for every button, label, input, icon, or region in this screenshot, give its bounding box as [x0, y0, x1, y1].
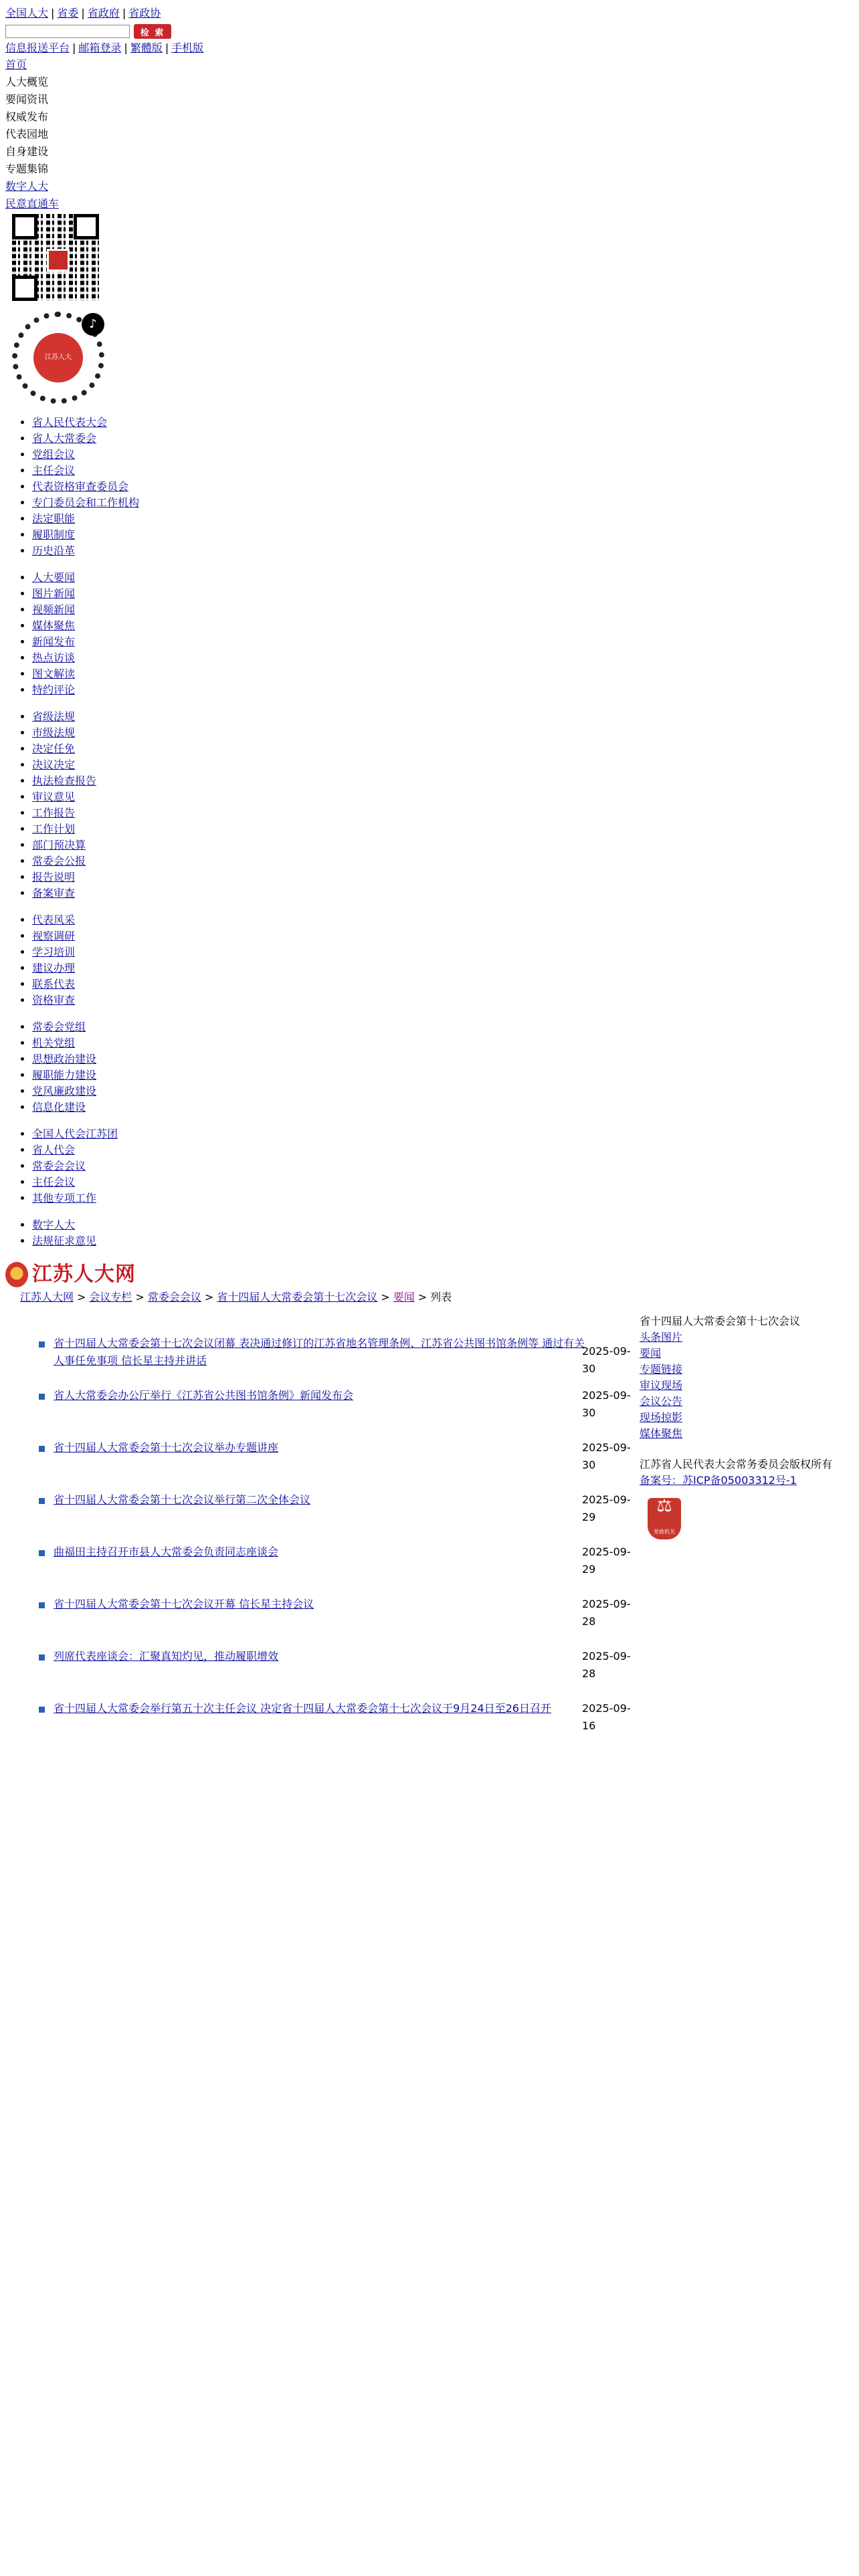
news-title-link[interactable]: 省十四届人大常委会第十七次会议闭幕 表决通过修订的江苏省地名管理条例、江苏省公共图书馆条例等 通过有关人事任免事项 信长星主持并讲话 — [54, 1337, 585, 1367]
qr-logo — [47, 249, 70, 272]
news-title-link[interactable]: 省人大常委会办公厅举行《江苏省公共图书馆条例》新闻发布会 — [54, 1389, 354, 1402]
news-title-link[interactable]: 省十四届人大常委会第十七次会议举行第二次全体会议 — [54, 1493, 311, 1506]
menu-link[interactable]: 主任会议 — [32, 464, 76, 477]
mini-code-logo: 江苏人大 — [33, 333, 83, 383]
national-emblem-icon — [5, 1262, 28, 1287]
sidebar — [640, 1313, 854, 1539]
menu-link[interactable]: 历史沿革 — [32, 544, 76, 557]
menu-link[interactable]: 专门委员会和工作机构 — [32, 496, 140, 509]
news-date: 2025-09-28 — [582, 1598, 631, 1628]
news-list — [32, 1335, 634, 1752]
menu-link[interactable]: 备案审查 — [32, 887, 76, 899]
menu-link[interactable]: 省人大常委会 — [32, 432, 97, 445]
menu-link[interactable]: 决定任免 — [32, 742, 76, 755]
menu-link[interactable]: 代表风采 — [32, 914, 76, 926]
menu-link[interactable]: 省人民代表大会 — [32, 416, 108, 429]
news-date: 2025-09-16 — [582, 1702, 631, 1732]
tiktok-icon: ♪ — [82, 313, 104, 336]
menu-link[interactable]: 常委会党组 — [32, 1021, 86, 1033]
breadcrumb-link[interactable]: 会议专栏 — [89, 1291, 132, 1303]
news-title-link[interactable]: 省十四届人大常委会举行第五十次主任会议 决定省十四届人大常委会第十七次会议于9月24日至26日召开 — [54, 1702, 551, 1715]
icp-link[interactable]: 备案号：苏ICP备05003312号-1 — [640, 1474, 797, 1487]
search-input[interactable] — [5, 25, 130, 38]
search-button[interactable]: 检 索 — [134, 24, 171, 39]
menu-link[interactable]: 建议办理 — [32, 962, 76, 974]
list-item — [32, 1387, 634, 1439]
menu-link[interactable]: 资格审查 — [32, 994, 76, 1006]
bullet-icon — [39, 1602, 45, 1608]
menu-link[interactable]: 法定职能 — [32, 512, 76, 525]
news-date: 2025-09-30 — [582, 1389, 631, 1419]
nav-item-news[interactable]: 要闻资讯 — [5, 93, 49, 106]
menu-link[interactable]: 市级法规 — [32, 726, 76, 739]
menu-link[interactable]: 省级法规 — [32, 710, 76, 723]
sidebar-link[interactable]: 现场掠影 — [640, 1411, 683, 1424]
menu-link[interactable]: 媒体聚焦 — [32, 619, 76, 632]
separator: | — [81, 7, 85, 19]
menu-overview — [5, 415, 854, 559]
qr-pattern — [12, 214, 99, 301]
news-date: 2025-09-29 — [582, 1545, 631, 1576]
douyin-mini-code — [12, 312, 104, 404]
breadcrumb-separator: > — [135, 1291, 145, 1303]
nav-item-deputies[interactable]: 代表园地 — [5, 128, 49, 140]
info-submit-link[interactable]: 信息报送平台 — [5, 41, 70, 54]
menu-link[interactable]: 机关党组 — [32, 1037, 76, 1049]
nav-home[interactable]: 首页 — [5, 58, 27, 71]
nav-item-topics[interactable]: 专题集锦 — [5, 163, 49, 175]
government-site-badge-icon[interactable]: ⚖ 党政机关 — [648, 1498, 681, 1539]
news-date: 2025-09-29 — [582, 1493, 631, 1523]
news-date: 2025-09-30 — [582, 1345, 631, 1375]
menu-extra — [5, 1217, 854, 1249]
bullet-icon — [39, 1446, 45, 1452]
menu-link[interactable]: 报告说明 — [32, 871, 76, 883]
breadcrumb-current: 列表 — [430, 1291, 452, 1303]
bullet-icon — [39, 1341, 45, 1348]
top-link-cppcc[interactable]: 省政协 — [128, 7, 161, 19]
menu-topics — [5, 1126, 854, 1206]
menu-link[interactable]: 特约评论 — [32, 683, 76, 696]
menu-link[interactable]: 联系代表 — [32, 978, 76, 990]
nav-public-opinion[interactable]: 民意直通车 — [5, 197, 60, 210]
separator: | — [51, 7, 55, 19]
separator: | — [165, 41, 169, 54]
breadcrumb-link[interactable]: 江苏人大网 — [20, 1291, 74, 1303]
menu-link[interactable]: 履职能力建设 — [32, 1069, 97, 1081]
menu-link[interactable]: 履职制度 — [32, 528, 76, 541]
menu-link[interactable]: 党风廉政建设 — [32, 1085, 97, 1097]
menu-link[interactable]: 学习培训 — [32, 946, 76, 958]
news-title-link[interactable]: 省十四届人大常委会第十七次会议开幕 信长星主持会议 — [54, 1598, 314, 1610]
list-item — [32, 1648, 634, 1700]
menu-link[interactable]: 主任会议 — [32, 1176, 76, 1188]
nav-item-self-building[interactable]: 自身建设 — [5, 145, 49, 158]
traditional-chinese-link[interactable]: 繁體版 — [130, 41, 163, 54]
menu-self-building — [5, 1019, 854, 1115]
menu-link[interactable]: 工作计划 — [32, 823, 76, 835]
utility-links — [5, 40, 854, 56]
news-title-link[interactable]: 曲福田主持召开市县人大常委会负责同志座谈会 — [54, 1545, 279, 1558]
menu-link[interactable]: 常委会会议 — [32, 1160, 86, 1172]
email-login-link[interactable]: 邮箱登录 — [78, 41, 122, 54]
breadcrumb — [20, 1289, 854, 1305]
menu-link[interactable]: 图文解读 — [32, 667, 76, 680]
separator: | — [122, 7, 126, 19]
bullet-icon — [39, 1654, 45, 1660]
top-link-npc[interactable]: 全国人大 — [5, 7, 49, 19]
breadcrumb-separator: > — [77, 1291, 86, 1303]
menu-link[interactable]: 热点访谈 — [32, 651, 76, 664]
menu-link[interactable]: 视察调研 — [32, 930, 76, 942]
menu-link[interactable]: 审议意见 — [32, 790, 76, 803]
copyright-text: 江苏省人民代表大会常务委员会版权所有 — [640, 1458, 833, 1471]
news-date: 2025-09-30 — [582, 1441, 631, 1471]
sidebar-link[interactable]: 会议公告 — [640, 1395, 683, 1408]
breadcrumb-separator: > — [381, 1291, 390, 1303]
menu-link[interactable]: 数字人大 — [32, 1218, 76, 1231]
menu-link[interactable]: 部门预决算 — [32, 839, 86, 851]
menu-link[interactable]: 图片新闻 — [32, 587, 76, 600]
menu-releases — [5, 709, 854, 901]
menu-news — [5, 570, 854, 698]
wechat-qr-code — [12, 214, 106, 308]
menu-link[interactable]: 人大要闻 — [32, 571, 76, 584]
top-link-provincial-government[interactable]: 省政府 — [87, 7, 120, 19]
menu-link[interactable]: 党组会议 — [32, 448, 76, 461]
list-item — [32, 1491, 634, 1543]
menu-link[interactable]: 法规征求意见 — [32, 1235, 97, 1247]
menu-link[interactable]: 代表资格审查委员会 — [32, 480, 129, 493]
sidebar-link[interactable]: 媒体聚焦 — [640, 1427, 683, 1440]
mobile-version-link[interactable]: 手机版 — [171, 41, 204, 54]
list-item — [32, 1543, 634, 1596]
bullet-icon — [39, 1498, 45, 1504]
list-item — [32, 1439, 634, 1491]
qr-finder — [12, 276, 37, 301]
sidebar-heading: 省十四届人大常委会第十七次会议 — [640, 1315, 801, 1327]
menu-link[interactable]: 全国人代会江苏团 — [32, 1128, 118, 1140]
top-link-provincial-committee[interactable]: 省委 — [57, 7, 79, 19]
menu-link[interactable]: 其他专项工作 — [32, 1192, 97, 1204]
breadcrumb-link[interactable]: 省十四届人大常委会第十七次会议 — [217, 1291, 378, 1303]
site-logo[interactable] — [5, 1260, 854, 1289]
separator: | — [124, 41, 128, 54]
news-date: 2025-09-28 — [582, 1650, 631, 1680]
sidebar-link[interactable]: 头条图片 — [640, 1331, 683, 1344]
qr-finder — [74, 214, 99, 239]
menu-link[interactable]: 信息化建设 — [32, 1101, 86, 1113]
top-links — [5, 5, 854, 21]
menu-link[interactable]: 省人代会 — [32, 1144, 76, 1156]
menu-link[interactable]: 决议决定 — [32, 758, 76, 771]
menu-deputies — [5, 912, 854, 1008]
menu-link[interactable]: 工作报告 — [32, 807, 76, 819]
sidebar-link[interactable]: 要闻 — [640, 1347, 662, 1360]
breadcrumb-separator: > — [204, 1291, 214, 1303]
breadcrumb-link[interactable]: 要闻 — [393, 1291, 415, 1303]
qr-finder — [12, 214, 37, 239]
sidebar-link[interactable]: 专题链接 — [640, 1363, 683, 1376]
menu-link[interactable]: 常委会公报 — [32, 855, 86, 867]
bullet-icon — [39, 1394, 45, 1400]
bullet-icon — [39, 1550, 45, 1556]
list-item — [32, 1335, 634, 1387]
sidebar-link[interactable]: 审议现场 — [640, 1379, 683, 1392]
menu-link[interactable]: 视频新闻 — [32, 603, 76, 616]
list-item — [32, 1700, 634, 1752]
menu-link[interactable]: 思想政治建设 — [32, 1053, 97, 1065]
news-title-link[interactable]: 列席代表座谈会：汇聚真知灼见，推动履职增效 — [54, 1650, 279, 1662]
separator: | — [72, 41, 76, 54]
site-logo-text: 江苏人大网 — [32, 1263, 136, 1286]
nav-item-releases[interactable]: 权威发布 — [5, 110, 49, 123]
menu-link[interactable]: 新闻发布 — [32, 635, 76, 648]
bullet-icon — [39, 1707, 45, 1713]
menu-link[interactable]: 执法检查报告 — [32, 774, 97, 787]
breadcrumb-separator: > — [417, 1291, 427, 1303]
search-bar — [5, 23, 854, 40]
nav-item-overview[interactable]: 人大概览 — [5, 76, 49, 88]
breadcrumb-link[interactable]: 常委会会议 — [147, 1291, 201, 1303]
news-title-link[interactable]: 省十四届人大常委会第十七次会议举办专题讲座 — [54, 1441, 279, 1454]
nav-digital-npc[interactable]: 数字人大 — [5, 180, 49, 193]
list-item — [32, 1596, 634, 1648]
main-nav — [5, 56, 854, 213]
